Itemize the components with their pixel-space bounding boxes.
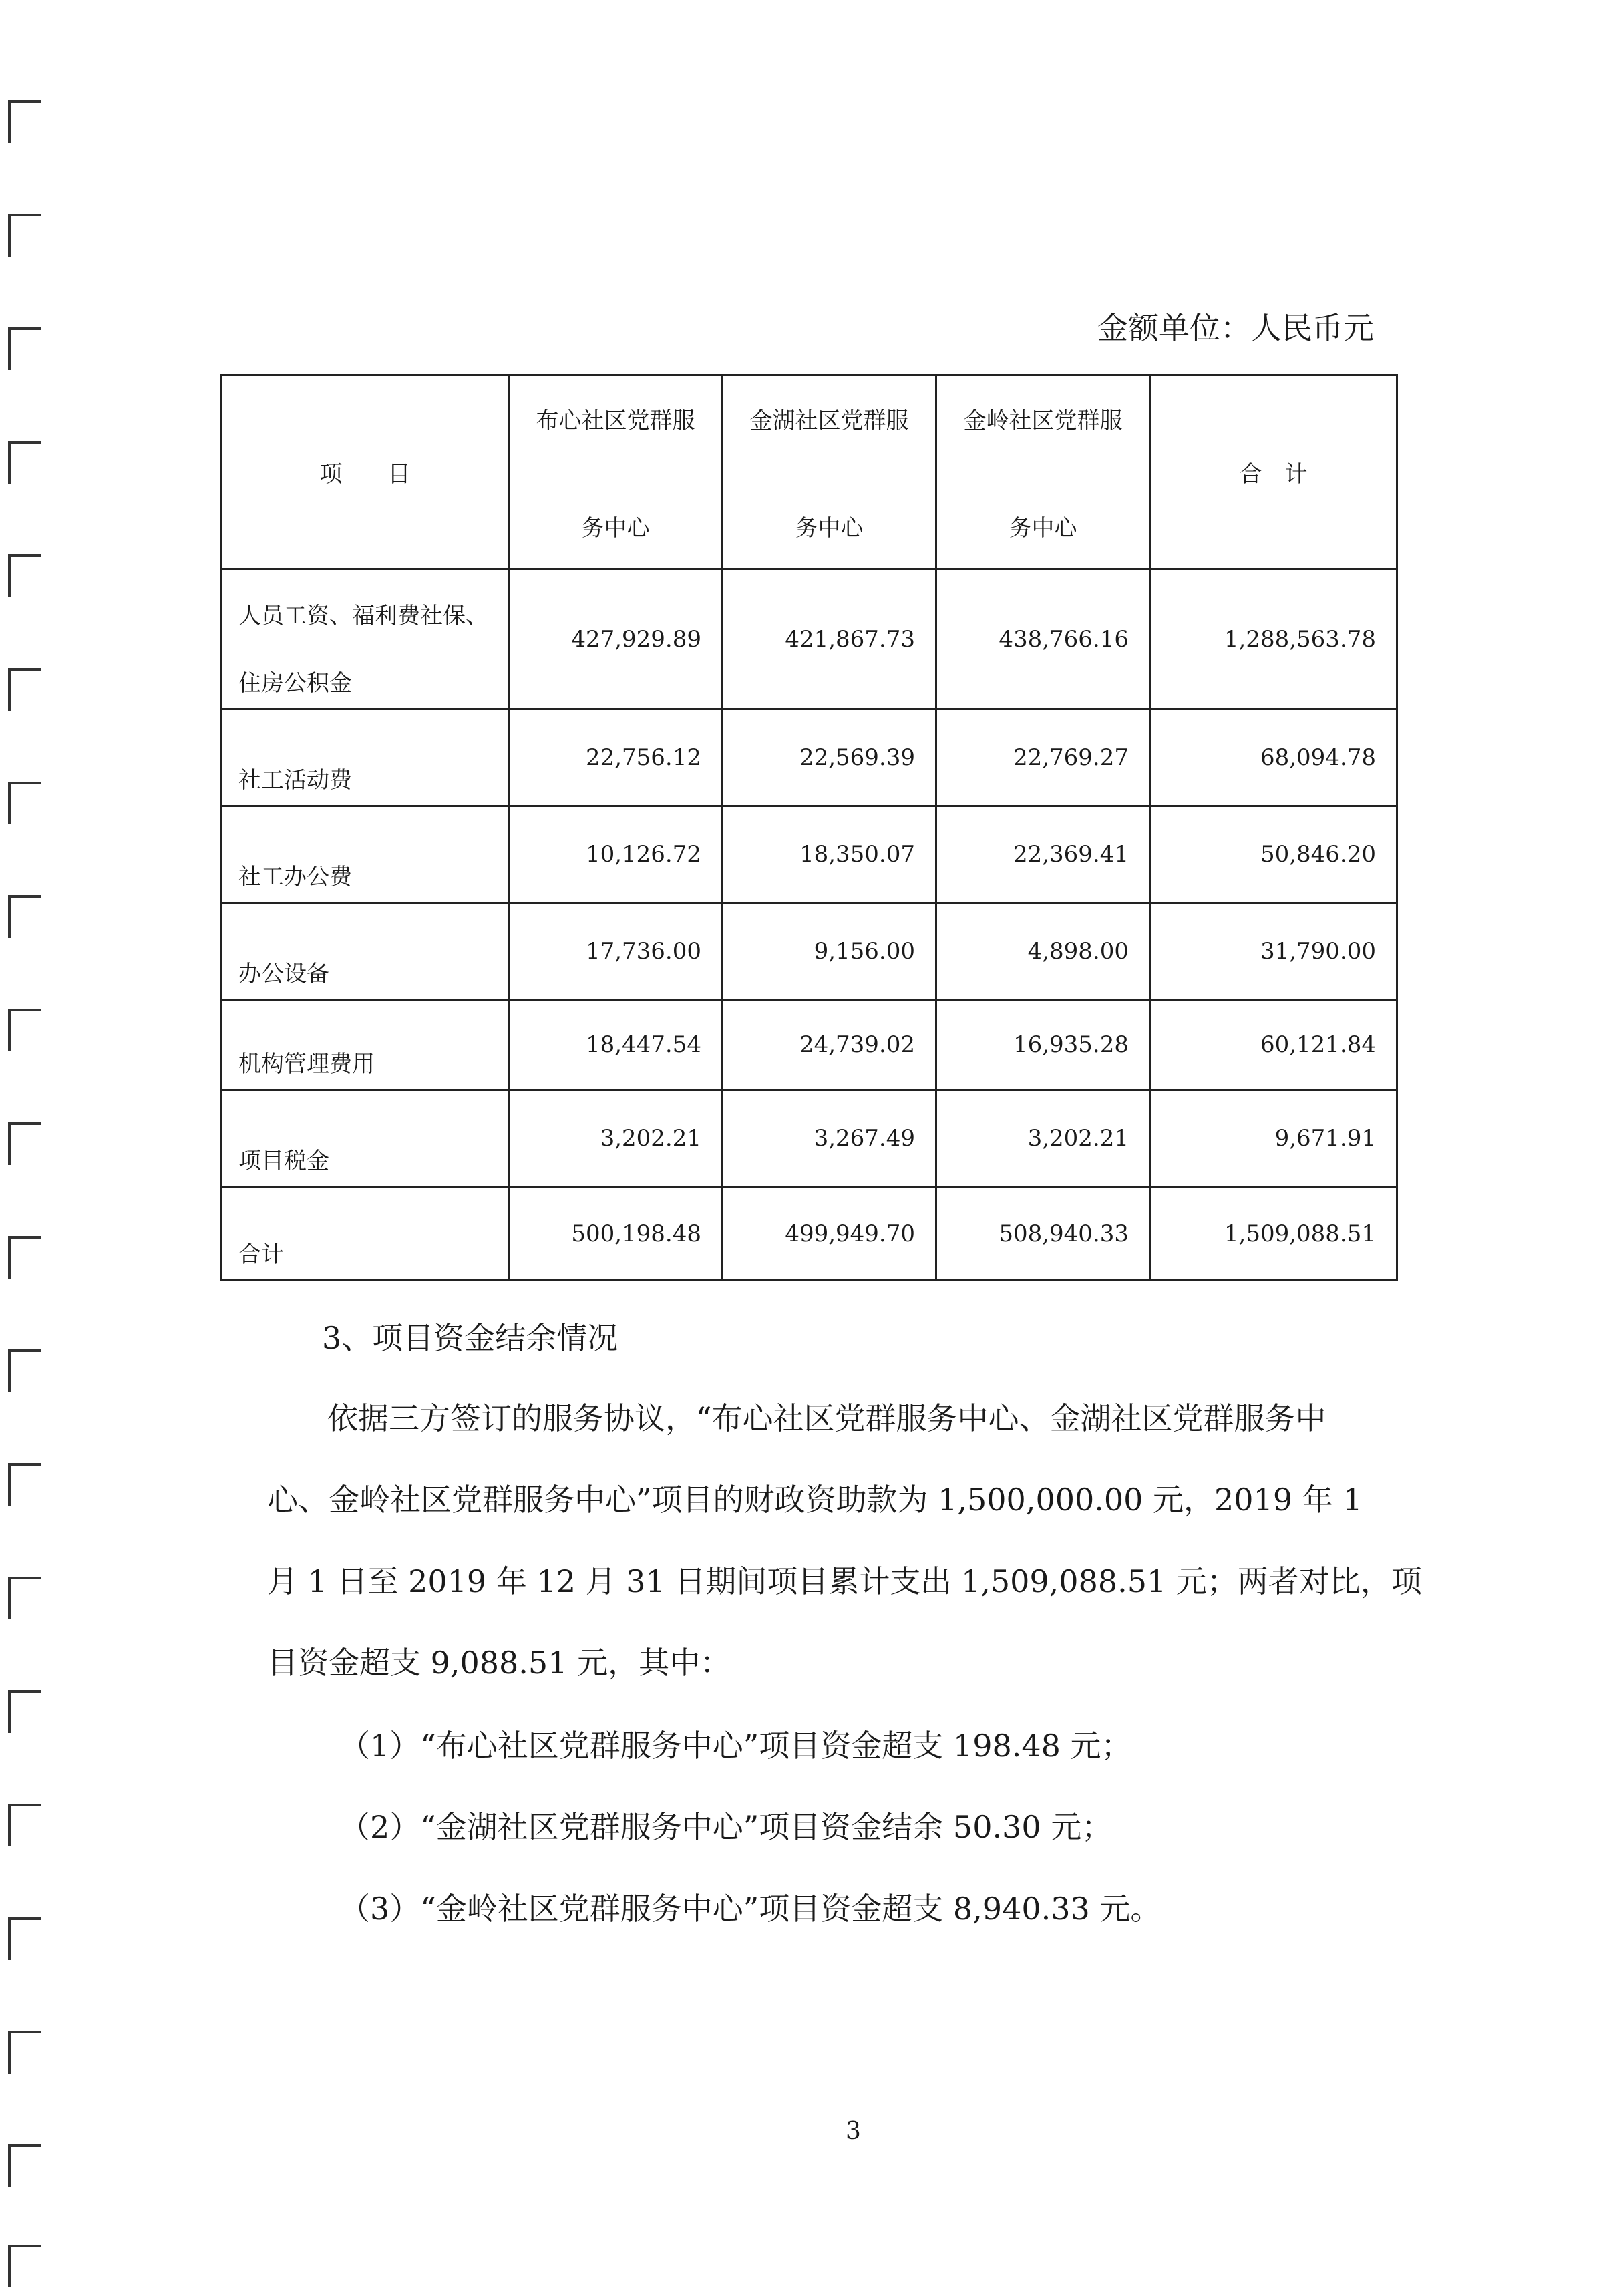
header-item: 项 目 [222, 375, 509, 569]
cell-value: 22,369.41 [936, 806, 1150, 903]
table-row [222, 806, 1397, 903]
table-row [222, 569, 1397, 709]
cell-value: 4,898.00 [936, 903, 1150, 1000]
cell-value: 22,569.39 [723, 709, 936, 806]
table-row [222, 1000, 1397, 1090]
binding-hole-mark [8, 1236, 41, 1279]
row-label: 合计 [222, 1187, 509, 1281]
paragraph-line: 心、金岭社区党群服务中心”项目的财政资助款为 1,500,000.00 元，2019 年 1 [267, 1482, 1363, 1518]
binding-hole-mark [8, 1463, 41, 1506]
table-row [222, 1090, 1397, 1187]
cell-total: 1,288,563.78 [1150, 569, 1397, 709]
cell-value: 3,267.49 [723, 1090, 936, 1187]
table-total-row [222, 1187, 1397, 1281]
cell-total: 1,509,088.51 [1150, 1187, 1397, 1281]
binding-hole-mark [8, 895, 41, 938]
binding-hole-mark [8, 327, 41, 370]
cell-value: 9,156.00 [723, 903, 936, 1000]
cell-total: 68,094.78 [1150, 709, 1397, 806]
section-heading: 3、项目资金结余情况 [322, 1320, 618, 1356]
binding-margin [0, 0, 80, 2296]
expense-table [220, 374, 1398, 1281]
page-number: 3 [846, 2118, 861, 2145]
cell-value: 427,929.89 [509, 569, 723, 709]
binding-hole-mark [8, 1804, 41, 1846]
cell-value: 16,935.28 [936, 1000, 1150, 1090]
binding-hole-mark [8, 100, 41, 143]
cell-total: 50,846.20 [1150, 806, 1397, 903]
paragraph-line: 目资金超支 9,088.51 元，其中： [267, 1645, 731, 1681]
binding-hole-mark [8, 2031, 41, 2074]
binding-hole-mark [8, 1122, 41, 1165]
cell-value: 24,739.02 [723, 1000, 936, 1090]
row-label: 机构管理费用 [222, 1000, 509, 1090]
binding-hole-mark [8, 1690, 41, 1733]
cell-value: 3,202.21 [509, 1090, 723, 1187]
binding-hole-mark [8, 441, 41, 484]
cell-total: 60,121.84 [1150, 1000, 1397, 1090]
currency-unit-label: 金额单位：人民币元 [1097, 310, 1374, 346]
binding-hole-mark [8, 782, 41, 824]
table-header-row [222, 375, 1397, 569]
cell-value: 500,198.48 [509, 1187, 723, 1281]
cell-total: 9,671.91 [1150, 1090, 1397, 1187]
paragraph-line: 依据三方签订的服务协议，“布心社区党群服务中心、金湖社区党群服务中 [327, 1400, 1326, 1436]
binding-hole-mark [8, 554, 41, 597]
paragraph-line: 月 1 日至 2019 年 12 月 31 日期间项目累计支出 1,509,088.51 元；两者对比，项 [267, 1563, 1422, 1599]
row-label: 办公设备 [222, 903, 509, 1000]
list-item: （3）“金岭社区党群服务中心”项目资金超支 8,940.33 元。 [339, 1891, 1161, 1927]
row-label: 项目税金 [222, 1090, 509, 1187]
binding-hole-mark [8, 668, 41, 711]
cell-value: 18,350.07 [723, 806, 936, 903]
cell-total: 31,790.00 [1150, 903, 1397, 1000]
cell-value: 22,756.12 [509, 709, 723, 806]
table-row [222, 709, 1397, 806]
row-label: 人员工资、福利费社保、 住房公积金 [222, 569, 509, 709]
binding-hole-mark [8, 214, 41, 257]
binding-hole-mark [8, 1009, 41, 1051]
cell-value: 22,769.27 [936, 709, 1150, 806]
cell-value: 421,867.73 [723, 569, 936, 709]
list-item: （1）“布心社区党群服务中心”项目资金超支 198.48 元； [339, 1728, 1132, 1764]
header-total: 合 计 [1150, 375, 1397, 569]
list-item: （2）“金湖社区党群服务中心”项目资金结余 50.30 元； [339, 1809, 1113, 1845]
header-buxin: 布心社区党群服 务中心 [509, 375, 723, 569]
binding-hole-mark [8, 1577, 41, 1619]
binding-hole-mark [8, 1917, 41, 1960]
binding-hole-mark [8, 1349, 41, 1392]
cell-value: 3,202.21 [936, 1090, 1150, 1187]
table-row [222, 903, 1397, 1000]
row-label: 社工活动费 [222, 709, 509, 806]
cell-value: 499,949.70 [723, 1187, 936, 1281]
header-jinling: 金岭社区党群服 务中心 [936, 375, 1150, 569]
cell-value: 508,940.33 [936, 1187, 1150, 1281]
cell-value: 18,447.54 [509, 1000, 723, 1090]
cell-value: 17,736.00 [509, 903, 723, 1000]
header-jinhu: 金湖社区党群服 务中心 [723, 375, 936, 569]
row-label: 社工办公费 [222, 806, 509, 903]
binding-hole-mark [8, 2144, 41, 2187]
cell-value: 438,766.16 [936, 569, 1150, 709]
binding-hole-mark [8, 2245, 41, 2287]
cell-value: 10,126.72 [509, 806, 723, 903]
